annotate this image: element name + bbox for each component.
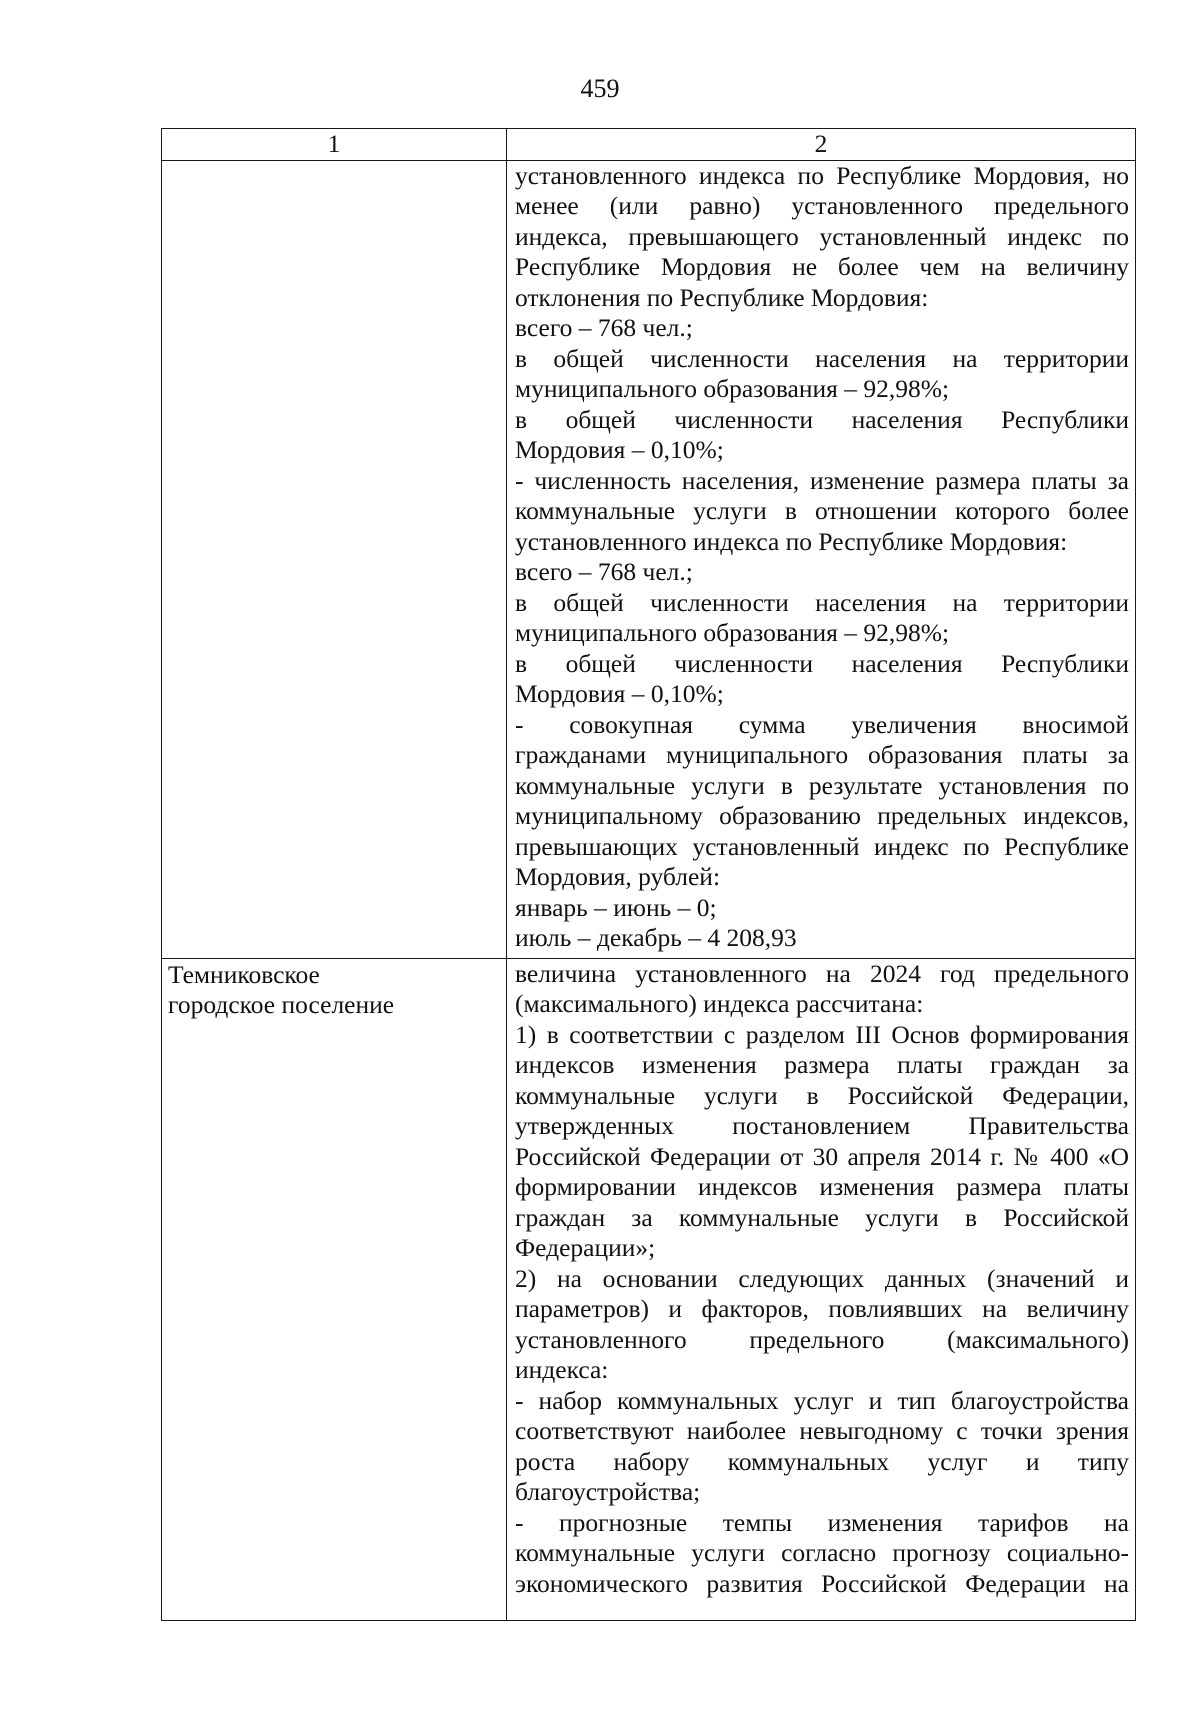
text-line: Мордовия – 0,10%; [515, 435, 724, 464]
text-line: соответствуют наиболее невыгодному с точки зрения [515, 1416, 1129, 1445]
text-line: коммунальные услуги в отношении которого более [515, 496, 1129, 525]
table-row [162, 160, 1136, 958]
column-header-2: 2 [507, 129, 1136, 161]
text-line: в общей численности населения на территории [515, 587, 1129, 617]
text-line: муниципальному образованию предельных индексов, [515, 801, 1129, 830]
text-line: в общей численности населения на территории [515, 343, 1129, 373]
text-line: отклонения по Республике Мордовия: [515, 282, 929, 312]
text-line: в общей численности населения Республики [515, 648, 1129, 678]
table-row [162, 958, 1136, 1620]
text-line: январь – июнь – 0; [515, 892, 717, 922]
text-line: коммунальные услуги в Российской Федерации, [515, 1080, 1129, 1110]
text-line: установленного предельного (максимального) [515, 1324, 1129, 1354]
text-line: - прогнозные темпы изменения тарифов на [515, 1507, 1129, 1537]
text-line: гражданами муниципального образования платы за [515, 740, 1129, 769]
text-line: (максимального) индекса рассчитана: [515, 989, 924, 1018]
text-line: Мордовия – 0,10%; [515, 679, 724, 708]
text-line: роста набору коммунальных услуг и типу [515, 1446, 1129, 1476]
text-line: экономического развития Российской Федерации на [515, 1568, 1129, 1598]
text-line: формировании индексов изменения размера платы [515, 1172, 1129, 1201]
text-line: в общей численности населения Республики [515, 404, 1129, 434]
table-header-row [162, 129, 1136, 161]
municipality-name-cell [162, 160, 507, 958]
text-line: всего – 768 чел.; [515, 313, 693, 342]
text-line: июль – декабрь – 4 208,93 [515, 923, 797, 952]
text-line: граждан за коммунальные услуги в Российской [515, 1202, 1129, 1232]
text-line: коммунальные услуги согласно прогнозу социально- [515, 1538, 1129, 1567]
text-line: муниципального образования – 92,98%; [515, 618, 950, 647]
text-line: Республике Мордовия не более чем на величину [515, 252, 1129, 281]
description-cell [507, 958, 1136, 1620]
text-line: величина установленного на 2024 год предельного [515, 958, 1129, 988]
text-line: - численность населения, изменение размера платы за [515, 465, 1129, 495]
text-line: всего – 768 чел.; [515, 557, 693, 586]
municipality-name-line: городское поселение [168, 990, 395, 1019]
text-line: - набор коммунальных услуг и тип благоустройства [515, 1385, 1129, 1415]
description-cell [507, 160, 1136, 958]
text-line: муниципального образования – 92,98%; [515, 374, 950, 403]
text-line: Федерации»; [515, 1233, 656, 1262]
text-line: Российской Федерации от 30 апреля 2014 г. № 400 «О [515, 1141, 1129, 1171]
municipality-name-cell [162, 958, 507, 1620]
text-line: параметров) и факторов, повлиявших на величину [515, 1294, 1129, 1323]
text-line: индексов изменения размера платы граждан за [515, 1050, 1129, 1079]
document-table [161, 128, 1136, 1621]
text-line: установленного индекса по Республике Мордовия: [515, 526, 1068, 556]
text-line: - совокупная сумма увеличения вносимой [515, 709, 1129, 739]
page-number: 459 [580, 74, 620, 103]
municipality-name-line: Темниковское [168, 959, 320, 989]
text-line: коммунальные услуги в результате установления по [515, 770, 1129, 800]
text-line: Мордовия, рублей: [515, 862, 721, 891]
column-header-1: 1 [162, 129, 507, 161]
text-line: индекса: [515, 1355, 609, 1384]
text-line: 2) на основании следующих данных (значений и [515, 1263, 1129, 1293]
text-line: превышающих установленный индекс по Республике [515, 831, 1129, 861]
text-line: утвержденных постановлением Правительства [515, 1111, 1129, 1140]
text-line: установленного индекса по Республике Мордовия, но [515, 160, 1129, 190]
text-line: благоустройства; [515, 1477, 701, 1506]
text-line: менее (или равно) установленного предельного [515, 191, 1129, 220]
text-line: 1) в соответствии с разделом III Основ формирования [515, 1019, 1129, 1049]
text-line: индекса, превышающего установленный индекс по [515, 221, 1129, 251]
